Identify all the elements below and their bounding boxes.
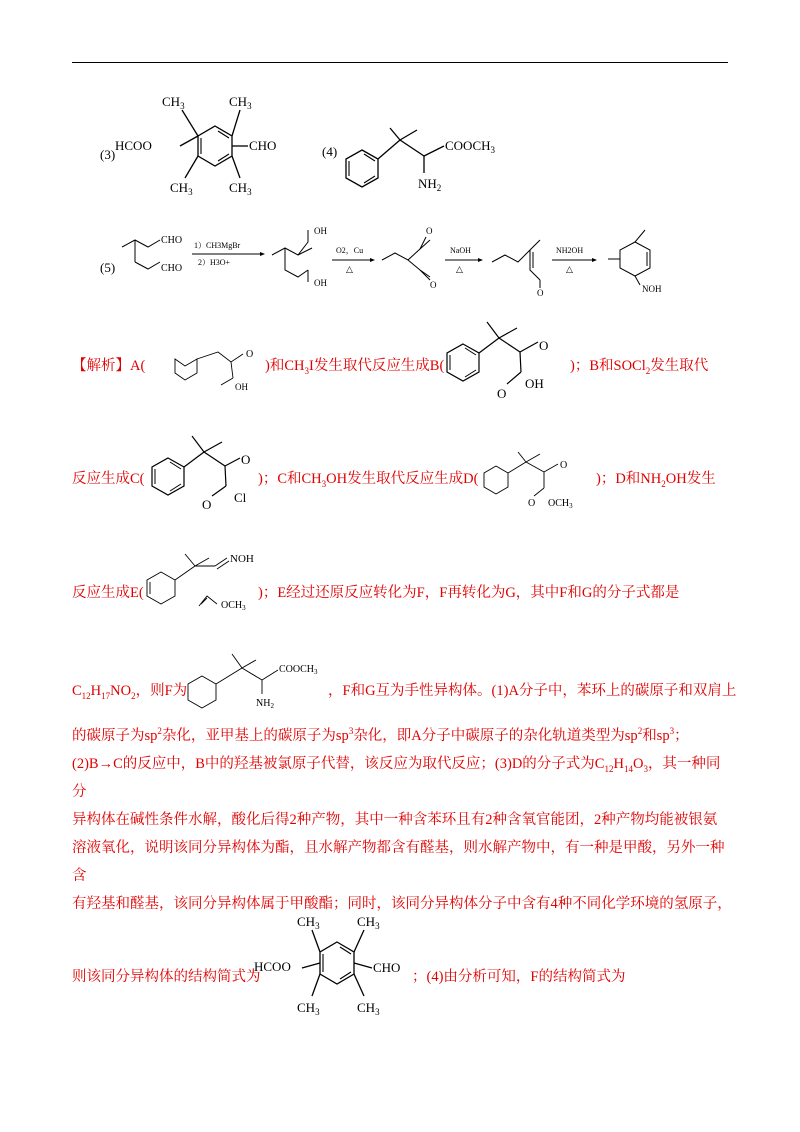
- analysis-line-4: $C_{12}H_{17}NO_2$，则F为: [72, 683, 188, 701]
- svg-text:CH3: $CH_3$: [170, 180, 193, 197]
- item-label-4: (4): [322, 144, 338, 159]
- svg-text:COOCH3: $COOCH_3$: [279, 664, 318, 676]
- svg-text:CHO: CHO: [161, 263, 183, 274]
- svg-text:O: O: [497, 386, 507, 401]
- svg-text:OH: OH: [235, 382, 248, 392]
- svg-text:NH2: $NH_2$: [418, 176, 442, 193]
- svg-text:△: △: [566, 264, 573, 274]
- svg-text:O: O: [528, 498, 536, 509]
- svg-text:CHO: CHO: [161, 235, 183, 246]
- svg-text:HCOO: HCOO: [254, 959, 291, 974]
- molecule-B: [435, 318, 565, 400]
- svg-text:HCOO: HCOO: [115, 138, 152, 153]
- svg-text:O2，Cu: O2，Cu: [336, 246, 364, 255]
- molecule-A: [173, 340, 265, 395]
- svg-text:NOH: NOH: [642, 284, 662, 294]
- svg-text:CH3: $CH_3$: [297, 914, 320, 931]
- molecule-F: [186, 650, 332, 714]
- structure-4: [322, 118, 532, 208]
- molecule-D: [482, 448, 594, 508]
- svg-text:CH3: $CH_3$: [357, 914, 380, 931]
- svg-text:CHO: CHO: [373, 960, 401, 975]
- svg-text:O: O: [430, 280, 437, 290]
- analysis-line-1: 【解析】A(: [72, 358, 146, 374]
- svg-text:NaOH: NaOH: [450, 246, 471, 255]
- svg-text:CH3: $CH_3$: [229, 180, 252, 197]
- item-label-5: (5): [100, 260, 116, 275]
- molecule-C: [140, 432, 260, 512]
- analysis-line-10: 则该同分异构体的结构简式为: [72, 969, 261, 985]
- svg-text:OH: OH: [314, 226, 327, 236]
- svg-text:O: O: [241, 452, 251, 467]
- svg-text:NH2: $NH_2$: [256, 698, 274, 710]
- svg-text:NOH: NOH: [230, 553, 254, 565]
- svg-text:CH3: $CH_3$: [357, 1000, 380, 1017]
- svg-text:CH3: $CH_3$: [297, 1000, 320, 1017]
- svg-text:COOCH3: $COOCH_3$: [445, 138, 496, 155]
- svg-text:OH: OH: [525, 376, 544, 391]
- svg-text:2）H3O+: 2）H3O+: [198, 258, 231, 267]
- analysis-line-3: 反应生成E(: [72, 585, 144, 601]
- svg-text:△: △: [346, 264, 353, 274]
- svg-text:O: O: [246, 349, 254, 360]
- svg-text:Cl: Cl: [234, 490, 247, 505]
- reaction-scheme-5: [100, 222, 700, 297]
- svg-text:O: O: [539, 338, 549, 353]
- svg-text:△: △: [456, 264, 463, 274]
- svg-text:O: O: [560, 460, 568, 471]
- svg-text:OCH3: $OCH_3$: [548, 498, 573, 510]
- svg-text:OH: OH: [314, 278, 327, 288]
- svg-text:O: O: [426, 226, 433, 236]
- structure-3: [100, 88, 300, 218]
- header-rule: [72, 62, 728, 63]
- svg-text:OCH3: $OCH_3$: [221, 600, 246, 612]
- svg-text:NH2OH: NH2OH: [556, 246, 584, 255]
- molecule-E: [143, 548, 261, 616]
- analysis-paragraph: 的碳原子为$sp^2$杂化，亚甲基上的碳原子为$sp^3$杂化，即A分子中碳原子的杂化轨道类型为$sp^2$和$sp^3$； (2)B→C的反应中，B中的羟基被氯原子代替，该反应为取代反应；(3)D的分子式为$C_{12}H_{14}O_3$，其一种同分 异构体在碱性条件水解，酸化后得2种产物，其中一种含苯环且有2种含氧官能团，2种产物均能被银氨 溶液氧化，说明该同分异构体为酯，且水解产物都含有醛基，则水解产物中，有一种是甲酸，另外一种含 有羟基和醛基，该同分异构体属于甲酸酯；同时，该同分异构体分子中含有4种不同化学环境的氢原子，: [72, 726, 732, 912]
- analysis-line-2: 反应生成C(: [72, 471, 145, 487]
- svg-text:O: O: [537, 288, 544, 298]
- svg-text:1）CH3MgBr: 1）CH3MgBr: [194, 241, 241, 250]
- svg-text:O: O: [202, 497, 212, 512]
- svg-text:CH3: $CH_3$: [229, 94, 252, 111]
- svg-text:CHO: CHO: [249, 138, 277, 153]
- item-label-3: (3): [100, 147, 116, 162]
- svg-text:CH3: $CH_3$: [162, 94, 185, 111]
